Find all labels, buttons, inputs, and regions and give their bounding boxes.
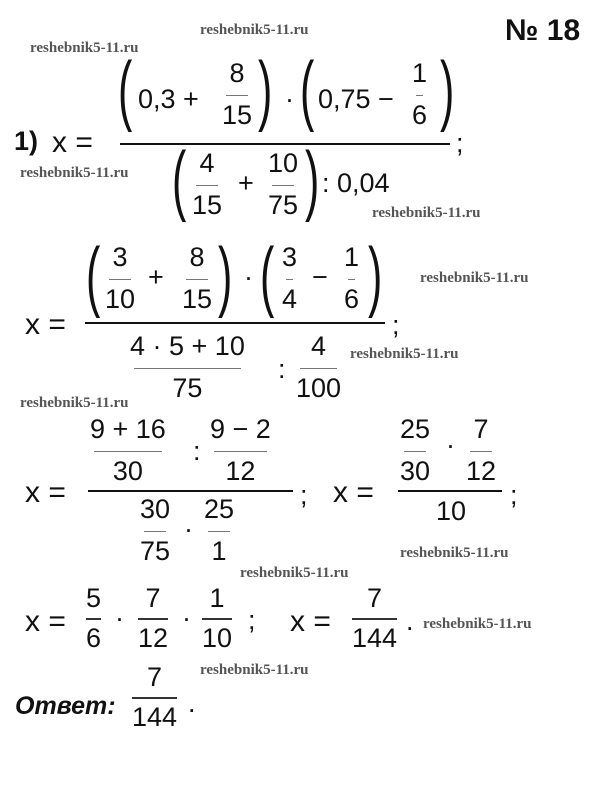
fraction-term: 4 · 5 + 10 (130, 331, 245, 361)
watermark: reshebnik5-11.ru (400, 545, 509, 561)
fraction-bar (416, 95, 423, 96)
fraction-bar (404, 451, 426, 452)
fraction-term: 100 (296, 373, 342, 403)
fraction-term: 8 (189, 242, 205, 272)
fraction-term: 7 (367, 583, 383, 613)
fraction-term: 15 (222, 100, 253, 130)
fraction-term: 4 (199, 148, 215, 178)
fraction-term: 1 (211, 536, 227, 566)
fraction-term: 30 (140, 494, 171, 524)
problem-number: № 18 (505, 14, 581, 47)
fraction-bar (196, 185, 218, 186)
fraction-term: 3 (112, 242, 128, 272)
answer-fraction (132, 664, 177, 731)
denominator: 10 (436, 496, 467, 526)
fraction-bar (144, 531, 166, 532)
fraction (222, 60, 252, 129)
minus: − (312, 262, 328, 292)
fraction-bar (352, 618, 397, 620)
watermark: reshebnik5-11.ru (372, 205, 481, 221)
colon: : (193, 436, 201, 466)
fraction-term: 7 (145, 583, 161, 613)
fraction-term: 7 (147, 662, 163, 692)
fraction-term: 12 (225, 456, 256, 486)
fraction-term: 75 (140, 536, 171, 566)
term: 0,3 + (138, 84, 199, 114)
fraction-bar (138, 618, 168, 620)
paren-close: ) (258, 45, 273, 133)
fraction-term: 75 (172, 373, 203, 403)
fraction-bar (134, 368, 241, 369)
term: 0,75 − (318, 84, 394, 114)
watermark: reshebnik5-11.ru (30, 40, 139, 56)
answer-label: Ответ: (15, 692, 116, 720)
fraction-term: 25 (400, 414, 431, 444)
semicolon: ; (392, 310, 400, 340)
plus: + (238, 168, 254, 198)
fraction-bar (214, 451, 267, 452)
fraction-term: 10 (202, 623, 233, 653)
term: : 0,04 (322, 168, 390, 198)
fraction-bar (226, 95, 248, 96)
fraction (344, 244, 359, 313)
fraction-term: 1 (412, 58, 428, 88)
paren-close: ) (440, 45, 455, 133)
fraction-term: 8 (229, 58, 245, 88)
fraction-term: 6 (86, 623, 102, 653)
fraction (412, 60, 427, 129)
dot: · (285, 84, 294, 114)
fraction (282, 244, 297, 313)
plus: + (148, 262, 164, 292)
fraction-term: 144 (132, 702, 178, 732)
fraction (210, 416, 271, 485)
watermark: reshebnik5-11.ru (240, 565, 349, 581)
item-label: 1) (14, 126, 39, 156)
dot: · (115, 603, 124, 633)
fraction-term: 12 (138, 623, 169, 653)
paren-open: ( (260, 231, 275, 319)
fraction-term: 30 (112, 456, 143, 486)
semicolon: ; (456, 128, 464, 158)
fraction-term: 15 (182, 284, 213, 314)
equals-sign: x = (25, 308, 66, 341)
fraction (182, 244, 212, 313)
fraction (138, 585, 168, 652)
fraction-term: 6 (412, 100, 428, 130)
fraction (202, 585, 232, 652)
semicolon: ; (510, 480, 518, 510)
fraction (400, 416, 430, 485)
fraction-bar (286, 279, 293, 280)
equals-sign: x = (52, 126, 93, 159)
fraction (204, 496, 234, 565)
watermark: reshebnik5-11.ru (420, 270, 529, 286)
fraction-bar (470, 451, 492, 452)
equals-sign: x = (290, 605, 331, 638)
equals-sign: x = (25, 605, 66, 638)
watermark: reshebnik5-11.ru (350, 346, 459, 362)
watermark: reshebnik5-11.ru (200, 662, 309, 678)
fraction-term: 5 (86, 583, 102, 613)
paren-open: ( (86, 231, 101, 319)
fraction-bar (132, 697, 177, 699)
fraction-term: 3 (282, 242, 298, 272)
fraction-term: 12 (466, 456, 497, 486)
paren-close: ) (305, 135, 320, 223)
fraction-term: 75 (268, 190, 299, 220)
fraction-term: 15 (192, 190, 223, 220)
fraction-bar (109, 279, 131, 280)
dot: · (244, 262, 253, 292)
fraction-term: 1 (344, 242, 360, 272)
dot: · (446, 430, 455, 460)
fraction (90, 416, 166, 485)
fraction (466, 416, 496, 485)
semicolon: ; (300, 480, 308, 510)
fraction-bar (202, 618, 232, 620)
fraction (86, 585, 101, 652)
fraction (105, 244, 135, 313)
fraction-bar (300, 368, 337, 369)
fraction-bar (398, 490, 502, 492)
fraction-term: 9 + 16 (90, 414, 166, 444)
watermark: reshebnik5-11.ru (423, 616, 532, 632)
fraction-term: 25 (204, 494, 235, 524)
fraction-term: 1 (209, 583, 225, 613)
fraction-term: 144 (352, 623, 398, 653)
fraction-bar (85, 322, 385, 324)
fraction-bar (120, 143, 450, 145)
paren-close: ) (218, 231, 233, 319)
watermark: reshebnik5-11.ru (20, 165, 129, 181)
fraction-term: 10 (268, 148, 299, 178)
dot: · (182, 603, 191, 633)
equals-sign: x = (333, 476, 374, 509)
fraction (352, 585, 397, 652)
fraction-term: 6 (344, 284, 360, 314)
fraction (268, 150, 298, 219)
fraction-term: 4 (311, 331, 327, 361)
fraction (296, 333, 341, 402)
paren-close: ) (368, 231, 383, 319)
fraction-term: 30 (400, 456, 431, 486)
watermark: reshebnik5-11.ru (200, 22, 309, 38)
dot: · (184, 514, 193, 544)
colon: : (278, 354, 286, 384)
paren-open: ( (118, 45, 133, 133)
fraction-bar (186, 279, 208, 280)
paren-open: ( (172, 135, 187, 223)
fraction (140, 496, 170, 565)
semicolon: ; (248, 605, 256, 635)
fraction-term: 9 − 2 (210, 414, 271, 444)
fraction (192, 150, 222, 219)
period: . (406, 606, 414, 636)
fraction-bar (272, 185, 294, 186)
fraction-bar (88, 490, 293, 492)
equals-sign: x = (25, 476, 66, 509)
fraction-term: 7 (473, 414, 489, 444)
period: . (188, 688, 196, 718)
fraction-bar (208, 531, 230, 532)
fraction-bar (94, 451, 162, 452)
fraction (130, 333, 245, 402)
fraction-bar (348, 279, 355, 280)
fraction-bar (86, 618, 101, 620)
paren-open: ( (300, 45, 315, 133)
fraction-term: 4 (282, 284, 298, 314)
watermark: reshebnik5-11.ru (20, 395, 129, 411)
fraction-term: 10 (105, 284, 136, 314)
